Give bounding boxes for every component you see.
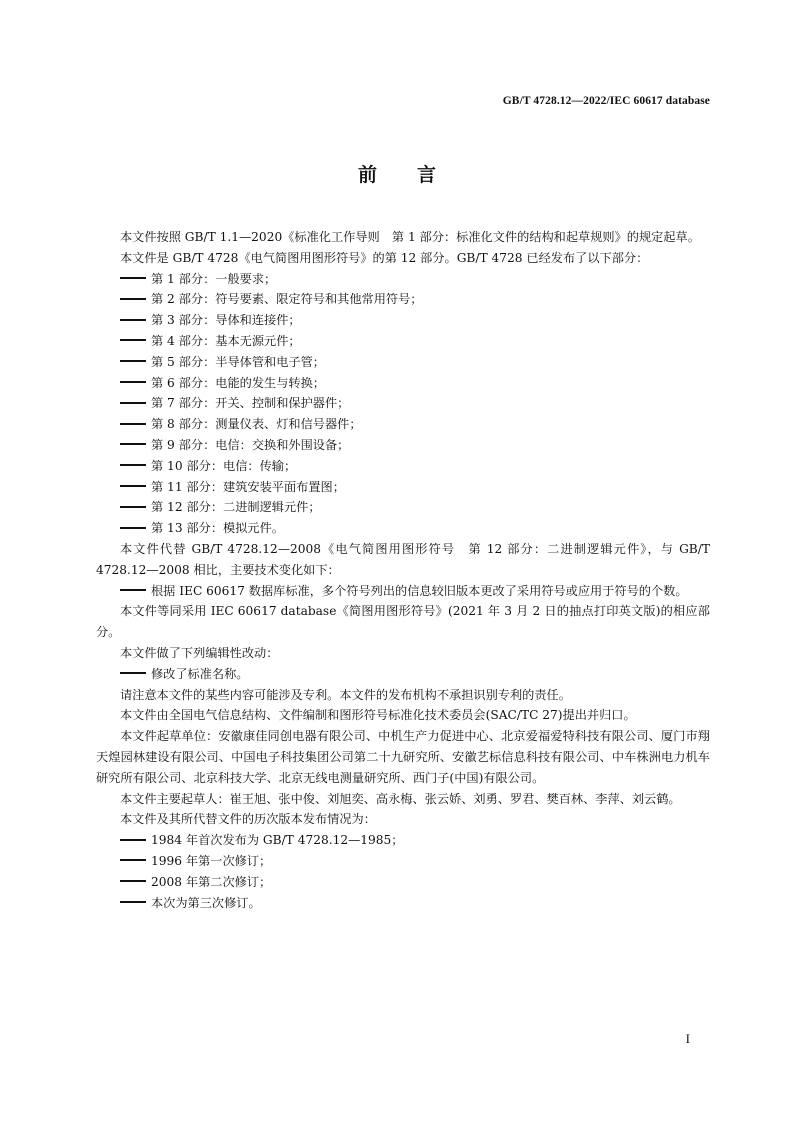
list-item-part: 第 13 部分：模拟元件。 [96, 518, 710, 539]
dash-mark [120, 851, 148, 872]
dash-mark [120, 310, 148, 331]
list-item-history: 2008 年第二次修订； [96, 872, 710, 893]
dash-mark [120, 269, 148, 290]
standard-code-header: GB/T 4728.12—2022/IEC 60617 database [502, 95, 710, 107]
list-item-part: 第 9 部分：电信：交换和外围设备； [96, 435, 710, 456]
list-item-part: 第 12 部分：二进制逻辑元件； [96, 497, 710, 518]
dash-mark [120, 414, 148, 435]
paragraph-adoption: 本文件等同采用 IEC 60617 database《简图用图形符号》(2021 年 3 月 2 日的抽点打印英文版)的相应部分。 [96, 604, 710, 640]
list-item-part: 第 10 部分：电信：传输； [96, 456, 710, 477]
paragraph-history-intro: 本文件及其所代替文件的历次版本发布情况为： [120, 812, 376, 827]
foreword-body [96, 227, 710, 913]
paragraph-drafters: 本文件主要起草人：崔王旭、张中俊、刘旭奕、高永梅、张云娇、刘勇、罗君、樊百林、李萍、刘云鹤。 [120, 791, 681, 806]
paragraph-patent-notice: 请注意本文件的某些内容可能涉及专利。本文件的发布机构不承担识别专利的责任。 [120, 687, 571, 702]
paragraph-series-intro: 本文件是 GB/T 4728《电气简图用图形符号》的第 12 部分。GB/T 4728 已经发布了以下部分： [120, 250, 649, 265]
list-item-part: 第 2 部分：符号要素、限定符号和其他常用符号； [96, 289, 710, 310]
dash-mark [120, 289, 148, 310]
list-item-part: 第 4 部分：基本无源元件； [96, 331, 710, 352]
list-item-part: 第 8 部分：测量仪表、灯和信号器件； [96, 414, 710, 435]
dash-mark [120, 581, 148, 602]
page-number: I [685, 1031, 690, 1046]
list-item-history: 1984 年首次发布为 GB/T 4728.12—1985； [96, 830, 710, 851]
list-item-part: 第 7 部分：开关、控制和保护器件； [96, 393, 710, 414]
paragraph-replacement: 本文件代替 GB/T 4728.12—2008《电气简图用图形符号 第 12 部分：二进制逻辑元件》，与 GB/T 4728.12—2008 相比，主要技术变化如下： [96, 541, 710, 577]
list-item-history: 本次为第三次修订。 [96, 893, 710, 914]
dash-mark [120, 830, 148, 851]
paragraph-drafting-rules: 本文件按照 GB/T 1.1—2020《标准化工作导则 第 1 部分：标准化文件的结构和起草规则》的规定起草。 [120, 230, 700, 244]
list-item-part: 第 5 部分：半导体管和电子管； [96, 352, 710, 373]
list-item-change: 根据 IEC 60617 数据库标准，多个符号列出的信息较旧版本更改了采用符号或应用于符号的个数。 [96, 581, 710, 602]
list-item-part: 第 3 部分：导体和连接件； [96, 310, 710, 331]
paragraph-editorial-intro: 本文件做了下列编辑性改动： [120, 645, 279, 660]
dash-mark [120, 477, 148, 498]
list-item-part: 第 11 部分：建筑安装平面布置图； [96, 477, 710, 498]
list-item-edit: 修改了标准名称。 [96, 664, 710, 685]
dash-mark [120, 331, 148, 352]
paragraph-drafting-units: 本文件起草单位：安徽康佳同创电器有限公司、中机生产力促进中心、北京爱福爱特科技有限公司、厦门市翔天煌园林建设有限公司、中国电子科技集团公司第二十九研究所、安徽艺标信息科技有限公司、中车株洲电力机车研究所有限公司、北京科技大学、北京无线电测量研究所、西门子(中国)有限公司。 [96, 729, 710, 785]
dash-mark [120, 893, 148, 914]
dash-mark [120, 373, 148, 394]
dash-mark [120, 393, 148, 414]
list-item-part: 第 6 部分：电能的发生与转换； [96, 373, 710, 394]
dash-mark [120, 435, 148, 456]
title-char-1: 前 [357, 164, 377, 186]
page-title [0, 160, 794, 187]
list-item-part: 第 1 部分：一般要求； [96, 269, 710, 290]
title-char-2: 言 [417, 164, 437, 186]
paragraph-committee: 本文件由全国电气信息结构、文件编制和图形符号标准化技术委员会(SAC/TC 27)提出并归口。 [120, 708, 636, 723]
dash-mark [120, 664, 148, 685]
list-item-history: 1996 年第一次修订； [96, 851, 710, 872]
dash-mark [120, 497, 148, 518]
dash-mark [120, 518, 148, 539]
dash-mark [120, 456, 148, 477]
dash-mark [120, 872, 148, 893]
dash-mark [120, 352, 148, 373]
